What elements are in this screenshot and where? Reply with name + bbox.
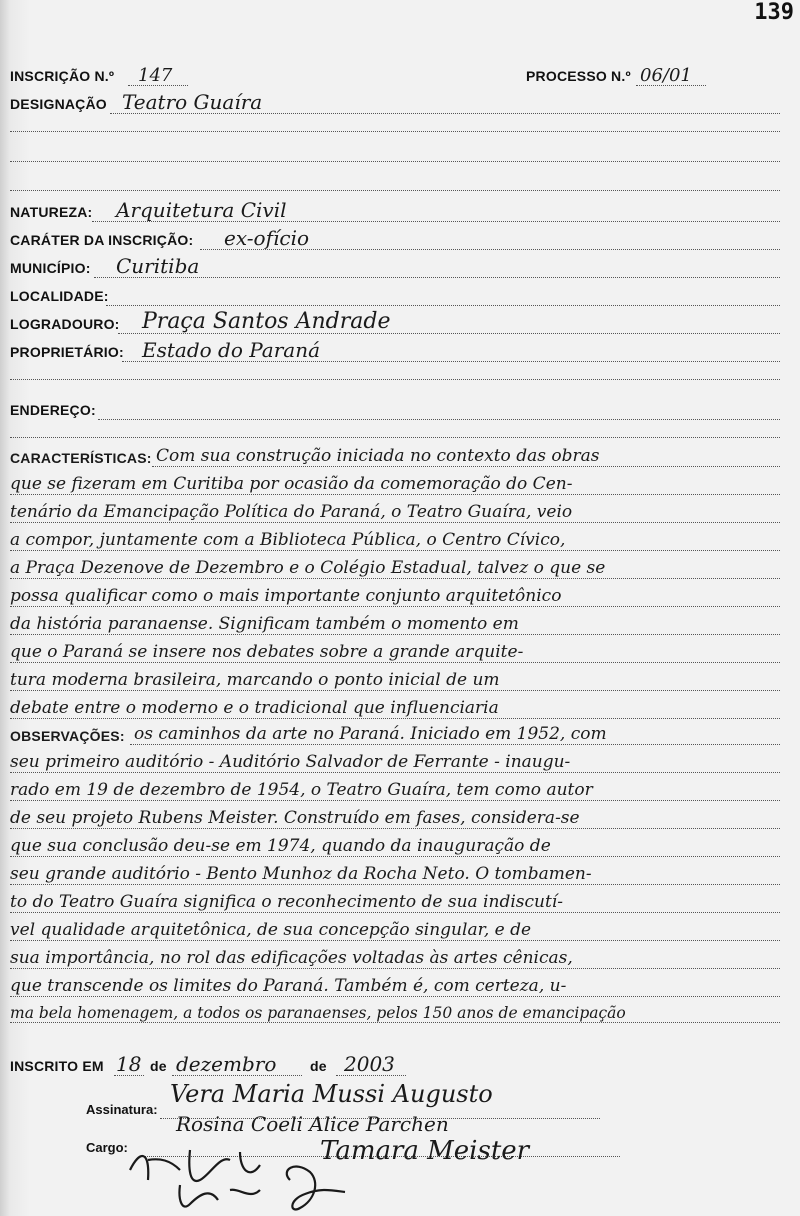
caracteristicas-line: [10, 666, 780, 694]
ruled-line: [10, 578, 780, 579]
logradouro-row: [10, 306, 780, 336]
designacao-value: Teatro Guaíra: [122, 90, 263, 114]
ruled-line: [10, 940, 780, 941]
ruled-line: [10, 828, 780, 829]
blank-line: [10, 378, 780, 380]
designacao-row: [10, 86, 780, 116]
ruled-line: [10, 1022, 780, 1023]
logradouro-value: Praça Santos Andrade: [142, 309, 391, 334]
caracteristicas-text: a compor, juntamente com a Biblioteca Pública, o Centro Cívico,: [10, 530, 566, 550]
inscricao-value: 147: [138, 65, 173, 86]
municipio-value: Curitiba: [116, 254, 200, 278]
observacoes-text: os caminhos da arte no Paraná. Iniciado em 1952, com: [134, 724, 607, 744]
caracteristicas-text: que se fizeram em Curitiba por ocasião da comemoração do Cen-: [10, 474, 573, 494]
caracteristicas-line: [10, 610, 780, 638]
endereco-label: ENDEREÇO:: [10, 402, 96, 418]
observacoes-text: seu primeiro auditório - Auditório Salvador de Ferrante - inaugu-: [10, 752, 571, 772]
observacoes-text: que sua conclusão deu-se em 1974, quando da inauguração de: [10, 836, 551, 856]
observacoes-text: vel qualidade arquitetônica, de sua concepção singular, e de: [10, 920, 532, 940]
observacoes-text: de seu projeto Rubens Meister. Construído em fases, considera-se: [10, 808, 580, 828]
ruled-line: [10, 634, 780, 635]
processo-value: 06/01: [640, 65, 692, 86]
observacoes-line: [10, 972, 780, 1000]
inscrito-label: INSCRITO EM: [10, 1058, 104, 1074]
blank-line: [10, 130, 780, 132]
proprietario-label: PROPRIETÁRIO:: [10, 344, 124, 360]
designacao-label: DESIGNAÇÃO: [10, 96, 107, 112]
observacoes-line: [10, 832, 780, 860]
caracteristicas-text: possa qualificar como o mais importante conjunto arquitetônico: [10, 586, 562, 606]
observacoes-line: [10, 776, 780, 804]
ruled-line: [10, 968, 780, 969]
carater-label: CARÁTER DA INSCRIÇÃO:: [10, 232, 194, 248]
ruled-line: [10, 800, 780, 801]
assinatura-label: Assinatura:: [86, 1102, 158, 1117]
observacoes-label: OBSERVAÇÕES:: [10, 728, 125, 744]
ruled-line: [10, 494, 780, 495]
inscrito-row: [10, 1048, 780, 1078]
ruled-line: [10, 550, 780, 551]
signature-tamara: Tamara Meister: [320, 1136, 530, 1166]
inscrito-de-label: de: [310, 1058, 327, 1074]
proprietario-value: Estado do Paraná: [142, 338, 320, 362]
natureza-value: Arquitetura Civil: [116, 198, 287, 222]
ruled-line: [10, 856, 780, 857]
inscrito-month: dezembro: [176, 1052, 277, 1076]
observacoes-line: [10, 944, 780, 972]
municipio-row: [10, 250, 780, 280]
caracteristicas-line: [10, 526, 780, 554]
caracteristicas-line: [10, 694, 780, 722]
observacoes-text: to do Teatro Guaíra significa o reconhecimento de sua indiscutí-: [10, 892, 563, 912]
localidade-label: LOCALIDADE:: [10, 288, 109, 304]
endereco-line: [98, 419, 780, 420]
caracteristicas-text: Com sua construção iniciada no contexto das obras: [156, 446, 600, 466]
caracteristicas-text: que o Paraná se insere nos debates sobre a grande arquite-: [10, 642, 524, 662]
observacoes-text: sua importância, no rol das edificações voltadas às artes cênicas,: [10, 948, 573, 968]
observacoes-text: que transcende os limites do Paraná. Também é, com certeza, u-: [10, 976, 567, 996]
caracteristicas-line: [10, 554, 780, 582]
caracteristicas-text: tenário da Emancipação Política do Paraná, o Teatro Guaíra, veio: [10, 502, 573, 522]
observacoes-line: [10, 720, 780, 748]
observacoes-line: [10, 804, 780, 832]
caracteristicas-text: debate entre o moderno e o tradicional que influenciaria: [10, 698, 499, 718]
caracteristicas-line: [10, 638, 780, 666]
ruled-line: [10, 772, 780, 773]
caracteristicas-line: [10, 498, 780, 526]
day-underline: [114, 1075, 144, 1076]
endereco-row: [10, 392, 780, 422]
month-underline: [172, 1075, 302, 1076]
inscrito-year: 2003: [344, 1052, 395, 1076]
year-underline: [336, 1075, 406, 1076]
caracteristicas-label: CARACTERÍSTICAS:: [10, 450, 152, 466]
observacoes-text: ma bela homenagem, a todos os paranaenses, pelos 150 anos de emancipação: [10, 1004, 626, 1022]
ruled-line: [10, 606, 780, 607]
observacoes-text: rado em 19 de dezembro de 1954, o Teatro Guaíra, tem como autor: [10, 780, 593, 800]
blank-line: [10, 436, 780, 438]
observacoes-line: [10, 748, 780, 776]
blank-line: [10, 160, 780, 162]
localidade-row: [10, 278, 780, 308]
natureza-row: [10, 194, 780, 224]
proprietario-row: [10, 334, 780, 364]
signature-rosina: Rosina Coeli Alice Parchen: [176, 1112, 449, 1136]
inscrito-day: 18: [116, 1052, 142, 1076]
natureza-label: NATUREZA:: [10, 204, 93, 220]
signature-vera: Vera Maria Mussi Augusto: [170, 1080, 493, 1108]
observacoes-line: [10, 860, 780, 888]
ruled-line: [130, 744, 780, 745]
inscricao-label: INSCRIÇÃO N.º: [10, 68, 115, 84]
ruled-line: [152, 466, 780, 467]
inscricao-row: [10, 58, 780, 88]
municipio-label: MUNICÍPIO:: [10, 260, 91, 276]
caracteristicas-text: tura moderna brasileira, marcando o ponto inicial de um: [10, 670, 500, 690]
carater-value: ex-ofício: [224, 226, 309, 250]
caracteristicas-text: da história paranaense. Significam também o momento em: [10, 614, 519, 634]
ruled-line: [10, 912, 780, 913]
ruled-line: [10, 522, 780, 523]
logradouro-label: LOGRADOURO:: [10, 316, 120, 332]
ruled-line: [10, 690, 780, 691]
signature-scribbles: [120, 1130, 380, 1216]
blank-line: [10, 189, 780, 191]
page-number: 139: [754, 0, 794, 25]
carater-row: [10, 222, 780, 252]
ruled-line: [10, 718, 780, 719]
inscrito-de-label: de: [150, 1058, 167, 1074]
observacoes-line: [10, 916, 780, 944]
ruled-line: [10, 996, 780, 997]
processo-label: PROCESSO N.º: [526, 68, 631, 84]
caracteristicas-line: [10, 470, 780, 498]
ruled-line: [10, 662, 780, 663]
observacoes-line: [10, 998, 780, 1026]
caracteristicas-line: [10, 442, 780, 470]
caracteristicas-text: a Praça Dezenove de Dezembro e o Colégio Estadual, talvez o que se: [10, 558, 606, 578]
caracteristicas-line: [10, 582, 780, 610]
observacoes-text: seu grande auditório - Bento Munhoz da Rocha Neto. O tombamen-: [10, 864, 592, 884]
observacoes-line: [10, 888, 780, 916]
cargo-label: Cargo:: [86, 1140, 128, 1155]
ruled-line: [10, 884, 780, 885]
